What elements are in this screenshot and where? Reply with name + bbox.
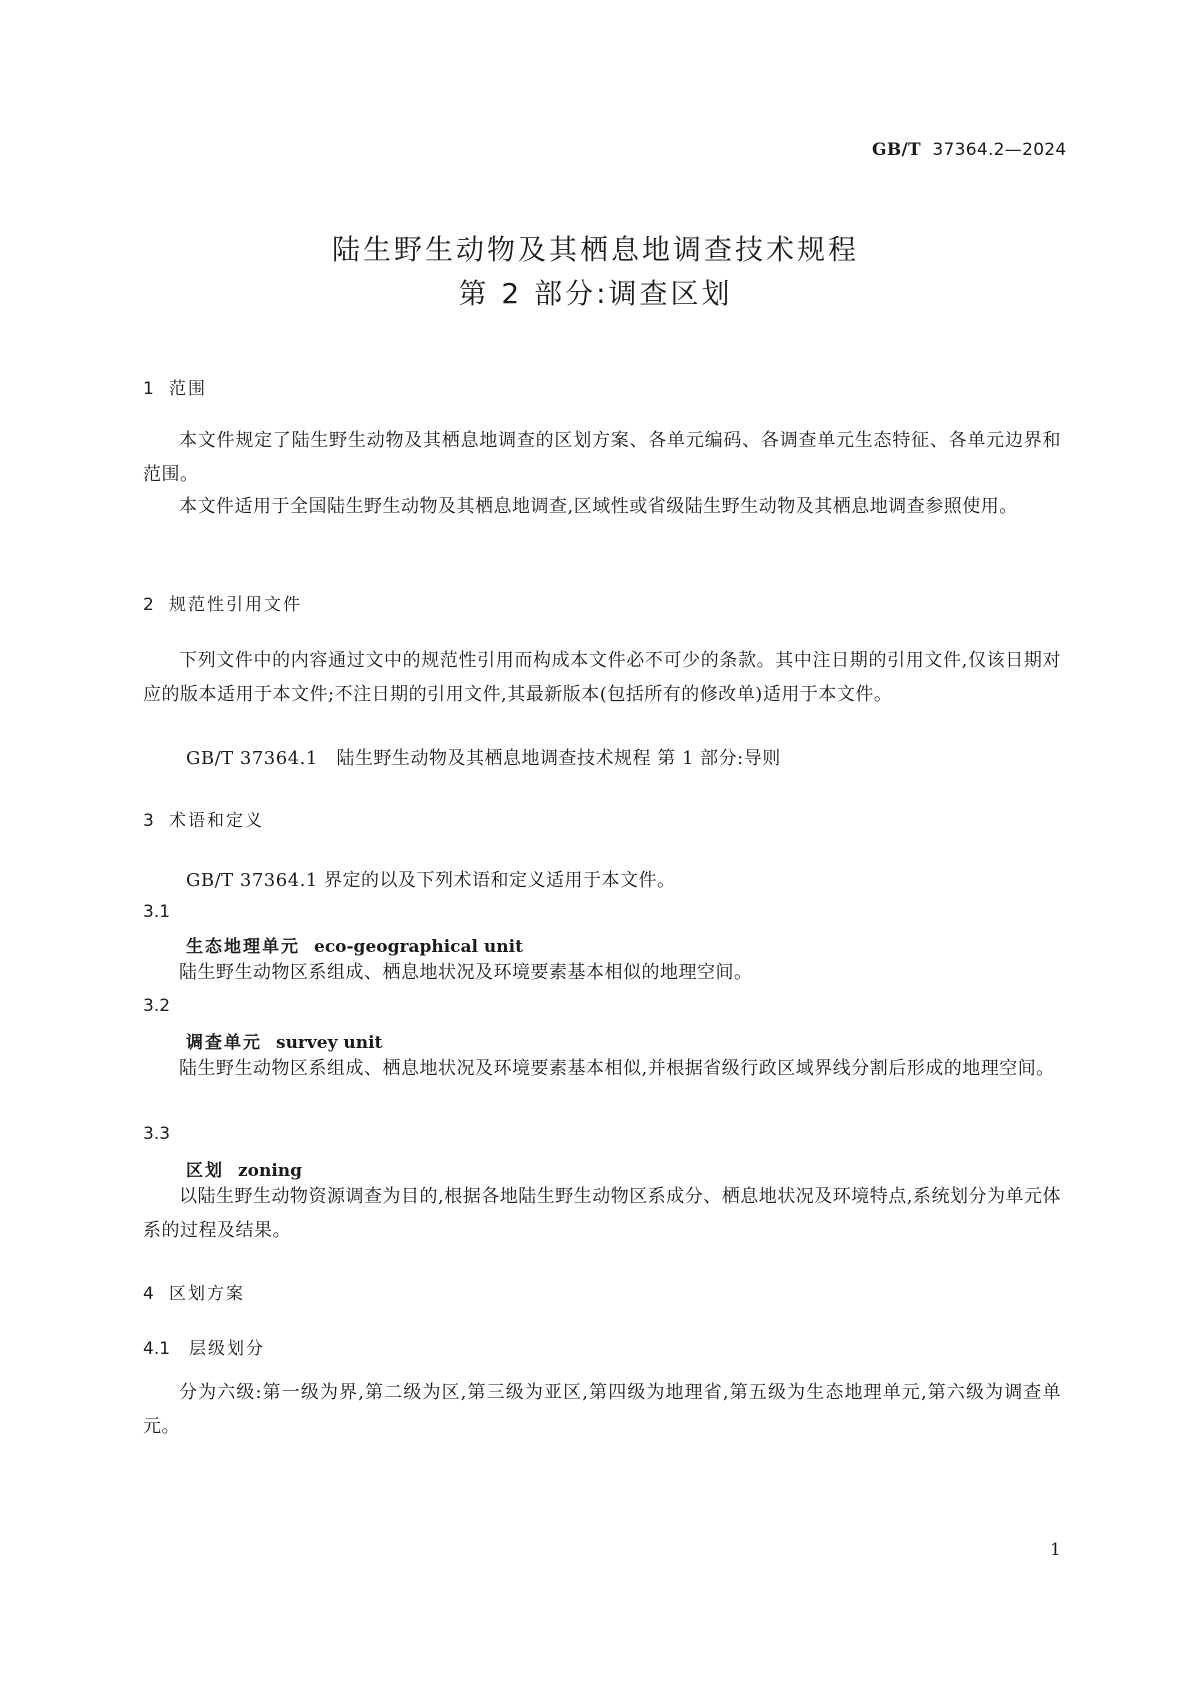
term-3-1-definition: 陆生野生动物区系组成、栖息地状况及环境要素基本相似的地理空间。 — [179, 962, 753, 983]
page-number: 1 — [1050, 1540, 1061, 1560]
document-title: 陆生野生动物及其栖息地调查技术规程 — [331, 233, 859, 266]
term-3-3-name: 区划 zoning — [186, 1161, 303, 1181]
section-2-paragraph-1: 下列文件中的内容通过文中的规范性引用而构成本文件必不可少的条款。其中注日期的引用文件,仅该日期对应的版本适用于本文件;不注日期的引用文件,其最新版本(包括所有的修改单)适用于本文件。 — [143, 650, 1061, 705]
term-3-3-number: 3.3 — [143, 1124, 171, 1144]
section-4-1-paragraph: 分为六级:第一级为界,第二级为区,第三级为亚区,第四级为地理省,第五级为生态地理单元,第六级为调查单元。 — [143, 1382, 1061, 1437]
term-3-3-definition: 以陆生野生动物资源调查为目的,根据各地陆生野生动物区系成分、栖息地状况及环境特点,系统划分为单元体系的过程及结果。 — [143, 1186, 1061, 1241]
section-1-heading: 1 范围 — [143, 379, 207, 399]
section-1-paragraph-1: 本文件规定了陆生野生动物及其栖息地调查的区划方案、各单元编码、各调查单元生态特征、各单元边界和范围。 — [143, 430, 1061, 485]
term-3-2-name: 调查单元 survey unit — [186, 1033, 383, 1053]
term-3-1-number: 3.1 — [143, 902, 171, 922]
section-2-heading: 2 规范性引用文件 — [143, 595, 302, 615]
term-3-1-name: 生态地理单元 eco-geographical unit — [186, 937, 523, 957]
section-3-intro: GB/T 37364.1 界定的以及下列术语和定义适用于本文件。 — [186, 870, 676, 891]
standard-prefix: GB/T — [872, 140, 921, 160]
standard-code — [872, 140, 1067, 160]
normative-reference: GB/T 37364.1 陆生野生动物及其栖息地调查技术规程 第 1 部分:导则 — [186, 748, 781, 769]
term-3-2-definition: 陆生野生动物区系组成、栖息地状况及环境要素基本相似,并根据省级行政区域界线分割后形成的地理空间。 — [179, 1058, 1055, 1079]
section-4-1-heading: 4.1 层级划分 — [143, 1339, 265, 1359]
section-3-heading: 3 术语和定义 — [143, 811, 264, 831]
section-1-paragraph-2: 本文件适用于全国陆生野生动物及其栖息地调查,区域性或省级陆生野生动物及其栖息地调查参照使用。 — [179, 496, 1018, 517]
standard-number: 37364.2—2024 — [932, 140, 1067, 160]
section-4-heading: 4 区划方案 — [143, 1284, 245, 1304]
term-3-2-number: 3.2 — [143, 996, 171, 1016]
document-subtitle: 第 2 部分:调查区划 — [458, 277, 733, 310]
